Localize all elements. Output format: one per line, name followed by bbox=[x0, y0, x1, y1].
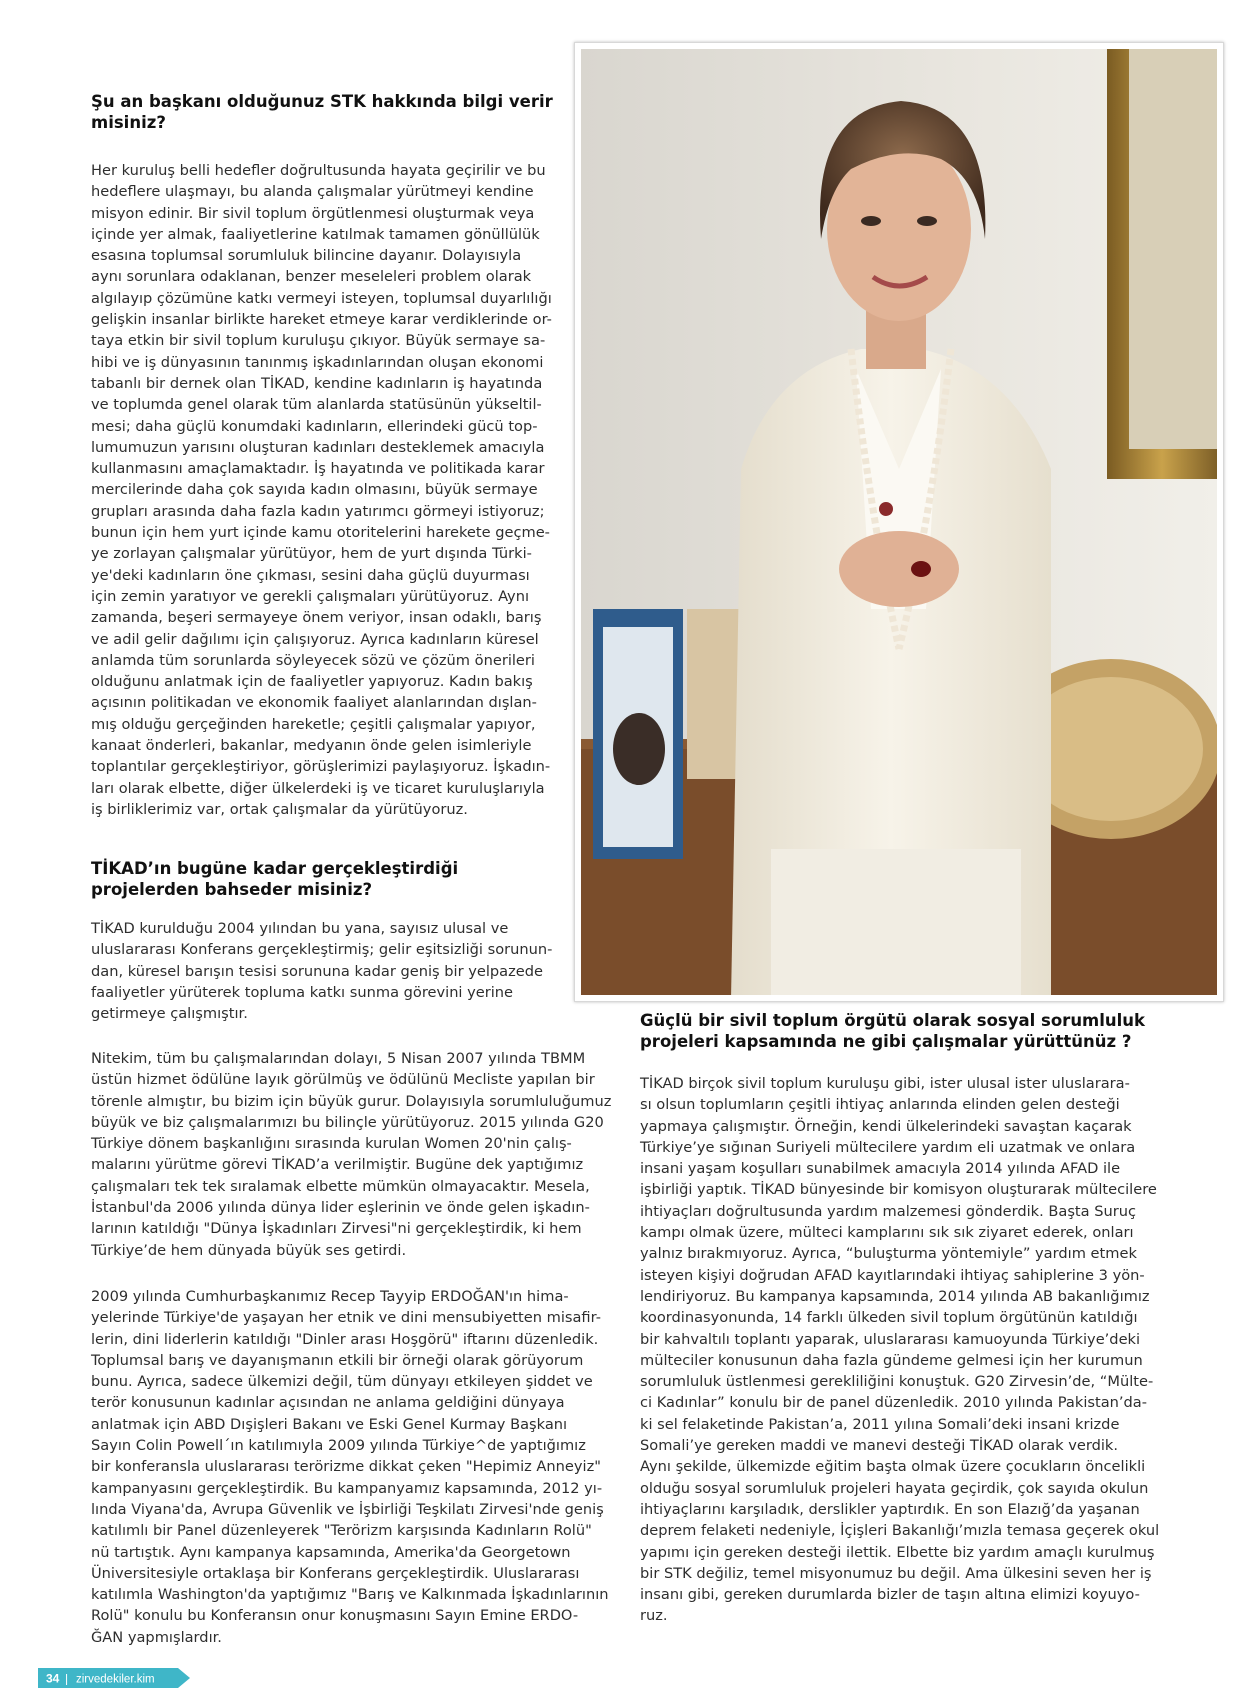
text-line: olduğu sosyal sorumluluk projeleri hayata geçirdik, çok sayıda okulun bbox=[640, 1479, 1149, 1497]
text-line: sorumluluk üstlenmesi gerekliliğini konuştuk. G20 Zirvesin’de, “Mülte- bbox=[640, 1373, 1154, 1391]
text-line: TİKAD’ın bugüne kadar gerçekleştirdiği bbox=[91, 859, 459, 878]
text-line: katılımlı bir Panel düzenleyerek "Terörizm karşısında Kadınların Rolü" bbox=[91, 1522, 592, 1540]
text-line: getirmeye çalışmıştır. bbox=[91, 1005, 248, 1023]
text-line: yapımı için gereken desteği ilettik. Elbette biz yardım amaçlı kurulmuş bbox=[640, 1543, 1155, 1561]
text-line: törenle almıştır, bu bizim için büyük gurur. Dolayısıyla sorumluluğumuz bbox=[91, 1092, 612, 1110]
text-line: nü tartıştık. Aynı kampanya kapsamında, Amerika'da Georgetown bbox=[91, 1543, 571, 1561]
text-line: gelişkin insanlar birlikte hareket etmeye karar verdiklerinde or- bbox=[91, 311, 552, 329]
text-line: ları olarak elbette, diğer ülkelerdeki iş ve ticaret kuruluşlarıyla bbox=[91, 779, 545, 797]
text-line: kanaat önderleri, bakanlar, medyanın önde gelen isimleriyle bbox=[91, 737, 532, 755]
section2-paragraph-3 bbox=[91, 1286, 631, 1648]
text-line: misiniz? bbox=[91, 113, 166, 132]
text-line: anlatmak için ABD Dışişleri Bakanı ve Eski Genel Kurmay Başkanı bbox=[91, 1415, 568, 1433]
text-line: ĞAN yapmışlardır. bbox=[91, 1628, 222, 1646]
text-line: yapmaya çalışmıştır. Örneğin, kendi ülkelerindeki savaştan kaçarak bbox=[640, 1117, 1132, 1135]
text-line: bir kahvaltılı toplantı yaparak, uluslararası kamuoyunda Türkiye’deki bbox=[640, 1330, 1141, 1348]
portrait-photo-frame bbox=[574, 42, 1224, 1002]
text-line: iş birliklerimiz var, ortak çalışmalar da yürütüyoruz. bbox=[91, 800, 468, 818]
text-line: uluslararası Konferans gerçekleştirmiş; gelir eşitsizliği sorunun- bbox=[91, 941, 553, 959]
text-line: sı olsun toplumların çeşitli ihtiyaç anlarında elinden gelen desteği bbox=[640, 1096, 1120, 1114]
text-line: koordinasyonunda, 14 farklı ülkeden sivil toplum örgütünün katıldığı bbox=[640, 1309, 1138, 1327]
text-line: bir STK değiliz, temel misyonumuz bu değil. Ama ülkesini seven her iş bbox=[640, 1564, 1152, 1582]
text-line: aynı sorunlara odaklanan, benzer meseleleri problem olarak bbox=[91, 268, 532, 286]
text-line: ye'deki kadınların öne çıkması, sesini daha güçlü duyurması bbox=[91, 566, 530, 584]
text-line: toplantılar gerçekleştiriyor, görüşlerimizi paylaşıyoruz. İşkadın- bbox=[91, 758, 551, 776]
text-line: ihtiyaçlarını karşıladık, derslikler yaptırdık. En son Elazığ’da yaşanan bbox=[640, 1500, 1140, 1518]
text-line: hedeflere ulaşmayı, bu alanda çalışmalar yürütmeyi kendine bbox=[91, 183, 534, 201]
text-line: dan, küresel barışın tesisi sorununa kadar geniş bir yelpazede bbox=[91, 962, 543, 980]
text-line: projelerden bahseder misiniz? bbox=[91, 880, 373, 899]
text-line: için zemin yaratıyor ve gerekli çalışmaları yürütüyoruz. Aynı bbox=[91, 587, 529, 605]
section1-heading bbox=[91, 91, 561, 133]
text-line: katılımla Washington'da yaptığımız "Barış ve Kalkınmada İşkadınlarının bbox=[91, 1586, 609, 1604]
text-line: Nitekim, tüm bu çalışmalarından dolayı, 5 Nisan 2007 yılında TBMM bbox=[91, 1050, 586, 1067]
text-line: zamanda, beşeri sermayeye önem veriyor, insan odaklı, barış bbox=[91, 609, 542, 627]
text-line: 2009 yılında Cumhurbaşkanımız Recep Tayyip ERDOĞAN'ın hima- bbox=[91, 1288, 569, 1305]
text-line: Şu an başkanı olduğunuz STK hakkında bilgi verir bbox=[91, 92, 553, 111]
portrait-photo bbox=[581, 49, 1217, 995]
text-line: taya etkin bir sivil toplum kuruluşu çıkıyor. Büyük sermaye sa- bbox=[91, 332, 546, 350]
text-line: Üniversitesiyle ortaklaşa bir Konferans gerçekleştirdik. Uluslararası bbox=[91, 1564, 580, 1582]
text-line: anlamda tüm sorunlarda söyleyecek sözü ve çözüm önerileri bbox=[91, 651, 535, 669]
text-line: grupları arasında daha fazla kadın yatırımcı görmeyi istiyoruz; bbox=[91, 502, 545, 520]
text-line: bunun için hem yurt içinde kamu otoritelerini harekete geçme- bbox=[91, 524, 550, 542]
text-line: larının katıldığı "Dünya İşkadınları Zirvesi"ni gerçekleştirdik, ki hem bbox=[91, 1220, 582, 1238]
text-line: terör konusunun kadınlar açısından ne anlama geldiğini dünyaya bbox=[91, 1394, 565, 1412]
text-line: esasına toplumsal sorumluluk bilincine dayanır. Dolayısıyla bbox=[91, 247, 522, 265]
text-line: Toplumsal barış ve dayanışmanın etkili bir örneği olarak görüyorum bbox=[91, 1351, 584, 1369]
text-line: Sayın Colin Powell´ın katılımıyla 2009 yılında Türkiye^de yaptığımız bbox=[91, 1437, 586, 1455]
text-line: yalnız bırakmıyoruz. Ayrıca, “buluşturma yöntemiyle” yardım etmek bbox=[640, 1245, 1137, 1263]
text-line: açısının politikadan ve ekonomik faaliyet alanlarından dışlan- bbox=[91, 694, 537, 712]
text-line: projeleri kapsamında ne gibi çalışmalar yürüttünüz ? bbox=[640, 1032, 1132, 1051]
text-line: kampanyasını gerçekleştirdik. Bu kampanyamız kapsamında, 2012 yı- bbox=[91, 1479, 603, 1497]
text-line: misyon edinir. Bir sivil toplum örgütlenmesi oluşturmak veya bbox=[91, 204, 535, 222]
text-line: Rolü" konulu bu Konferansın onur konuşmasını Sayın Emine ERDO- bbox=[91, 1607, 579, 1625]
text-line: Türkiye’de hem dünyada büyük ses getirdi. bbox=[91, 1241, 407, 1259]
text-line: insanı gibi, gereken durumlarda bizler de taşın altına elimizi koyuyo- bbox=[640, 1586, 1140, 1604]
text-line: ki sel felaketinde Pakistan’a, 2011 yılına Somali’deki insani krizde bbox=[640, 1415, 1120, 1433]
text-line: bunu. Ayrıca, sadece ülkemizi değil, tüm dünyayı etkileyen şiddet ve bbox=[91, 1373, 593, 1391]
text-line: Güçlü bir sivil toplum örgütü olarak sosyal sorumluluk bbox=[640, 1011, 1146, 1030]
text-line: algılayıp çözümüne katkı vermeyi isteyen, toplumsal duyarlılığı bbox=[91, 289, 552, 307]
section2-paragraph-1 bbox=[91, 918, 569, 1024]
text-line: lında Viyana'da, Avrupa Güvenlik ve İşbirliği Teşkilatı Zirvesi'nde geniş bbox=[91, 1500, 604, 1518]
text-line: mercilerinde daha çok sayıda kadın olmasını, büyük sermaye bbox=[91, 481, 538, 499]
section3-paragraph bbox=[640, 1073, 1220, 1627]
text-line: ci Kadınlar” konulu bir de panel düzenledik. 2010 yılında Pakistan’da- bbox=[640, 1394, 1147, 1412]
text-line: lumumuzun yarısını oluşturan kadınları desteklemek amacıyla bbox=[91, 438, 545, 456]
site-name: zirvedekiler.kim bbox=[76, 1673, 155, 1686]
text-line: ve toplumda genel olarak tüm alanlarda statüsünün yükseltil- bbox=[91, 396, 542, 414]
folio-separator: | bbox=[65, 1671, 69, 1686]
section1-paragraph bbox=[91, 160, 569, 820]
text-line: mülteciler konusunun daha fazla gündeme gelmesi için her kurumun bbox=[640, 1351, 1143, 1369]
text-line: deprem felaketi nedeniyle, İçişleri Bakanlığı’mızla temasa geçerek okul bbox=[640, 1522, 1160, 1540]
text-line: ruz. bbox=[640, 1607, 668, 1625]
text-line: lendiriyoruz. Bu kampanya kapsamında, 2014 yılında AB bakanlığımız bbox=[640, 1287, 1150, 1305]
text-line: malarını yürütme görevi TİKAD’a verilmiştir. Bugüne dek yaptığımız bbox=[91, 1156, 584, 1174]
page-number: 34 bbox=[46, 1671, 60, 1686]
text-line: kullanmasını amaçlamaktadır. İş hayatında ve politikada karar bbox=[91, 460, 545, 478]
text-line: ve adil gelir dağılımı için çalışıyoruz. Ayrıca kadınların küresel bbox=[91, 630, 539, 648]
text-line: çalışmaları tek tek sıralamak elbette mümkün olmayacaktır. Mesela, bbox=[91, 1177, 590, 1195]
text-line: Somali’ye gereken maddi ve manevi desteği TİKAD olarak verdik. bbox=[640, 1437, 1119, 1455]
text-line: tabanlı bir dernek olan TİKAD, kendine kadınların iş hayatında bbox=[91, 374, 543, 392]
text-line: TİKAD birçok sivil toplum kuruluşu gibi, ister ulusal ister uluslarara- bbox=[640, 1075, 1130, 1092]
text-line: mesi; daha güçlü konumdaki kadınların, ellerindeki gücü top- bbox=[91, 417, 538, 435]
text-line: hibi ve iş dünyasının tanınmış işkadınlarından oluşan ekonomi bbox=[91, 353, 544, 371]
text-line: lerin, dini liderlerin katıldığı "Dinler arası Hoşgörü" iftarını düzenledik. bbox=[91, 1330, 599, 1348]
text-line: TİKAD kurulduğu 2004 yılından bu yana, sayısız ulusal ve bbox=[91, 920, 509, 937]
page-folio bbox=[38, 1668, 190, 1688]
text-line: İstanbul'da 2006 yılında dünya lider eşlerinin ve önde gelen işkadın- bbox=[91, 1199, 590, 1217]
text-line: isteyen kişiyi doğrudan AFAD kayıtlarındaki ihtiyaç sahiplerine 3 yön- bbox=[640, 1266, 1145, 1284]
text-line: ihtiyaçları doğrultusunda yardım malzemesi gönderdik. Başta Suruç bbox=[640, 1202, 1137, 1220]
text-line: faaliyetler yürüterek topluma katkı sunma görevini yerine bbox=[91, 983, 514, 1001]
text-line: mış olduğu gerçeğinden hareketle; çeşitli çalışmalar yapıyor, bbox=[91, 715, 536, 733]
text-line: ye zorlayan çalışmalar yürütüyor, hem de yurt dışında Türki- bbox=[91, 545, 532, 563]
text-line: bir konferansla uluslararası terörizme dikkat çeken "Hepimiz Anneyiz" bbox=[91, 1458, 601, 1476]
text-line: içinde yer almak, faaliyetlerine katılmak tamamen gönüllülük bbox=[91, 225, 540, 243]
text-line: olduğunu anlatmak için de faaliyetler yapıyoruz. Kadın bakış bbox=[91, 673, 533, 691]
text-line: Her kuruluş belli hedefler doğrultusunda hayata geçirilir ve bu bbox=[91, 162, 546, 179]
section2-heading bbox=[91, 858, 561, 900]
text-line: yelerinde Türkiye'de yaşayan her etnik ve dini mensubiyetten misafir- bbox=[91, 1309, 601, 1327]
section2-paragraph-2 bbox=[91, 1048, 631, 1261]
text-line: kampı olmak üzere, mülteci kamplarını sık sık ziyaret ederek, onları bbox=[640, 1224, 1134, 1242]
text-line: işbirliği yaptık. TİKAD bünyesinde bir komisyon oluşturarak mültecilere bbox=[640, 1181, 1157, 1199]
text-line: Türkiye dönem başkanlığını sırasında kurulan Women 20'nin çalış- bbox=[91, 1135, 572, 1153]
text-line: Türkiye’ye sığınan Suriyeli mültecilere yardım eli uzatmak ve onlara bbox=[640, 1138, 1136, 1156]
text-line: büyük ve biz çalışmalarımızı bu bilinçle yürütüyoruz. 2015 yılında G20 bbox=[91, 1113, 604, 1131]
text-line: insani yaşam koşulları sunabilmek amacıyla 2014 yılında AFAD ile bbox=[640, 1160, 1121, 1178]
text-line: üstün hizmet ödülüne layık görülmüş ve ödülünü Mecliste yapılan bir bbox=[91, 1071, 595, 1089]
section3-heading bbox=[640, 1010, 1220, 1052]
text-line: Aynı şekilde, ülkemizde eğitim başta olmak üzere çocukların öncelikli bbox=[640, 1458, 1146, 1476]
